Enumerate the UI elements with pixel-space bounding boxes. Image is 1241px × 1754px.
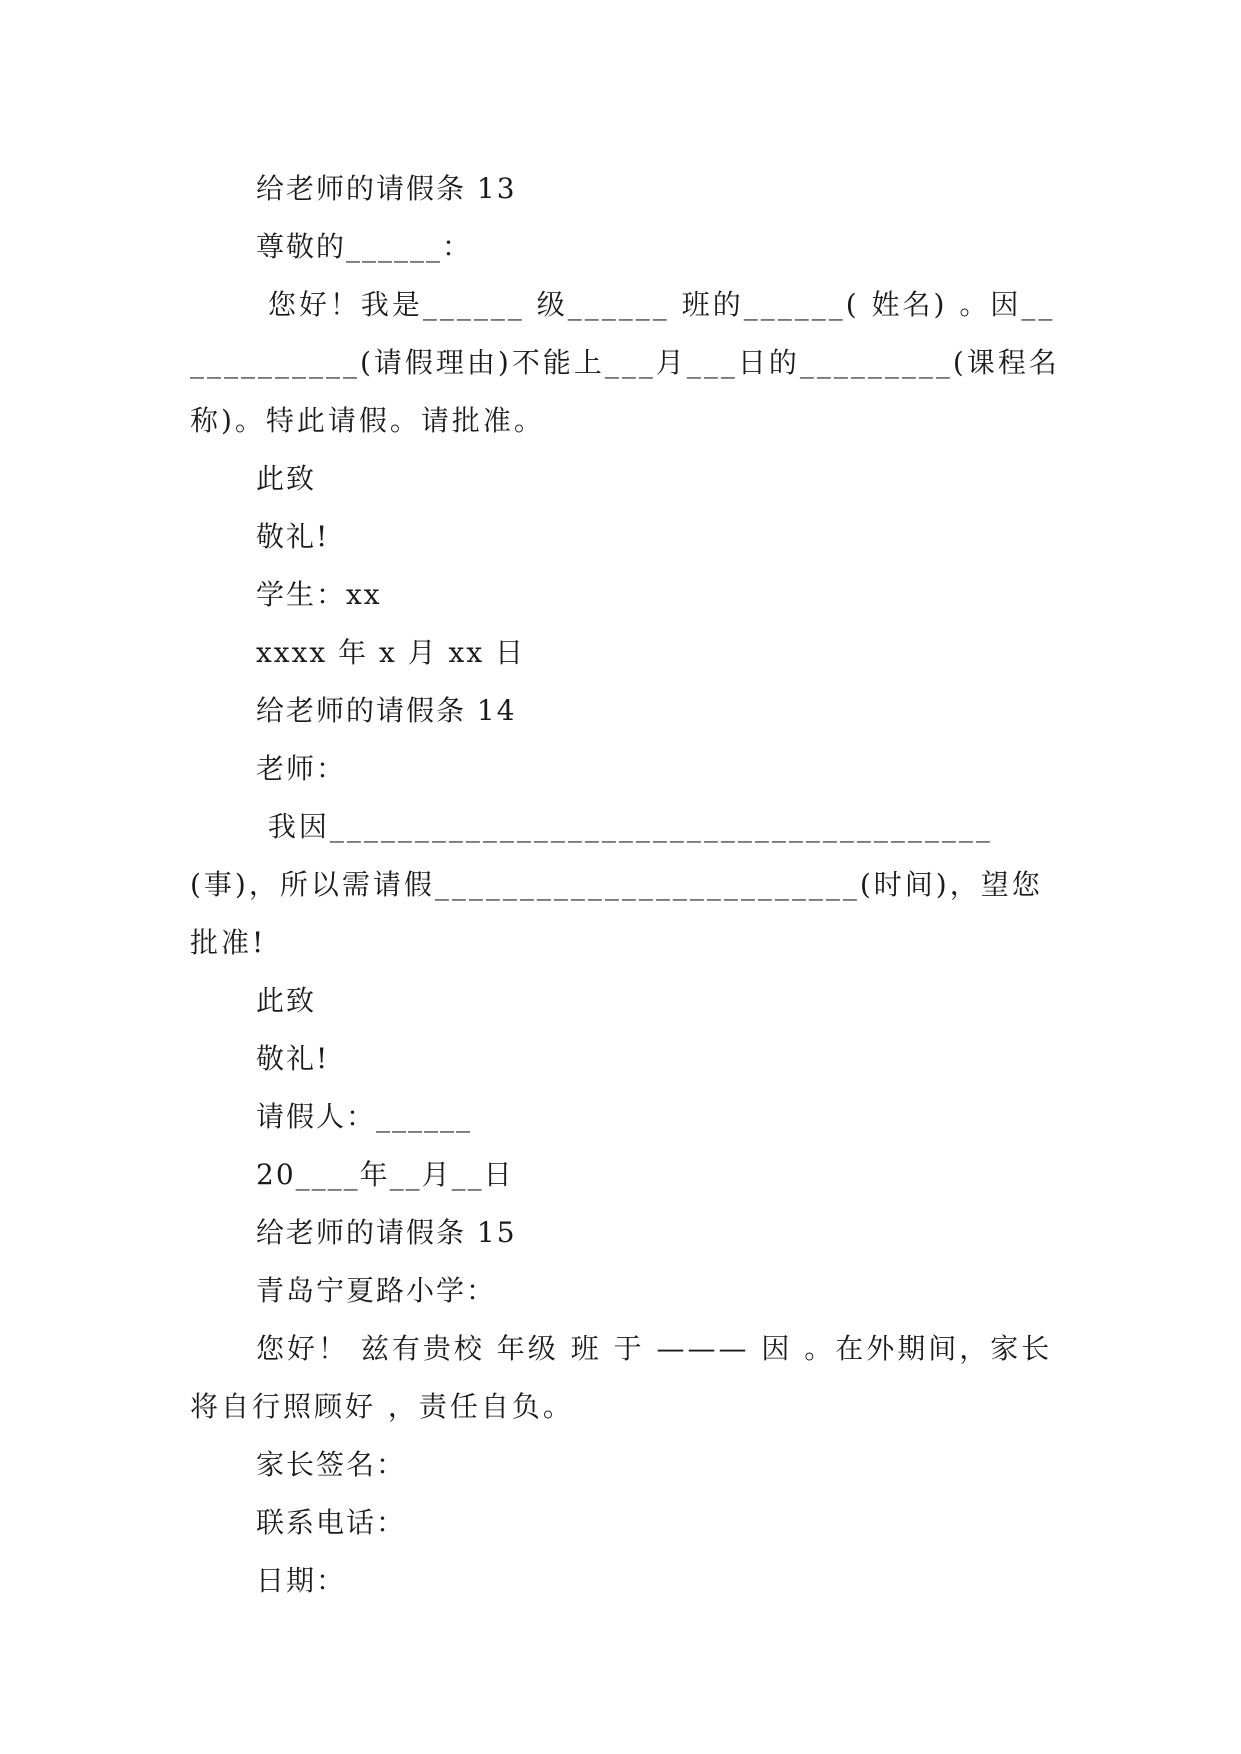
letter-13-salutation: 尊敬的______： bbox=[256, 230, 473, 263]
letter-14-salutation: 老师： bbox=[256, 752, 347, 785]
letter-14-body: 我因_______________________________________(事)，所以需请假_________________________(时间)，望您批准! bbox=[190, 810, 1043, 959]
letter-15-parent-signature: 家长签名： bbox=[256, 1448, 407, 1481]
letter-15-body: 您好！ 兹有贵校 年级 班 于 ——— 因 。在外期间，家长将自行照顾好 ，责任自负。 bbox=[190, 1332, 1053, 1423]
letter-15-phone: 联系电话： bbox=[256, 1506, 407, 1539]
letter-13-closing-1: 此致 bbox=[256, 462, 317, 495]
document-body bbox=[190, 160, 1070, 1610]
letter-13-body: 您好！我是______ 级______ 班的______( 姓名) 。因____________(请假理由)不能上___月___日的_________(课程名称)。特此请假。请批准。 bbox=[190, 288, 1060, 437]
letter-15-date: 日期： bbox=[256, 1564, 347, 1597]
letter-14-date: 20____年__月__日 bbox=[256, 1158, 514, 1191]
letter-13-title: 给老师的请假条 13 bbox=[256, 172, 517, 205]
letter-15-title: 给老师的请假条 15 bbox=[256, 1216, 517, 1249]
letter-13-signature: 学生：xx bbox=[256, 578, 382, 611]
letter-14-closing-2: 敬礼! bbox=[256, 1042, 330, 1075]
letter-13-closing-2: 敬礼! bbox=[256, 520, 330, 553]
letter-14-closing-1: 此致 bbox=[256, 984, 317, 1017]
letter-13-date: xxxx 年 x 月 xx 日 bbox=[256, 636, 526, 669]
letter-14-title: 给老师的请假条 14 bbox=[256, 694, 517, 727]
letter-15-salutation: 青岛宁夏路小学： bbox=[256, 1274, 497, 1307]
letter-14-signature: 请假人：______ bbox=[256, 1100, 473, 1133]
